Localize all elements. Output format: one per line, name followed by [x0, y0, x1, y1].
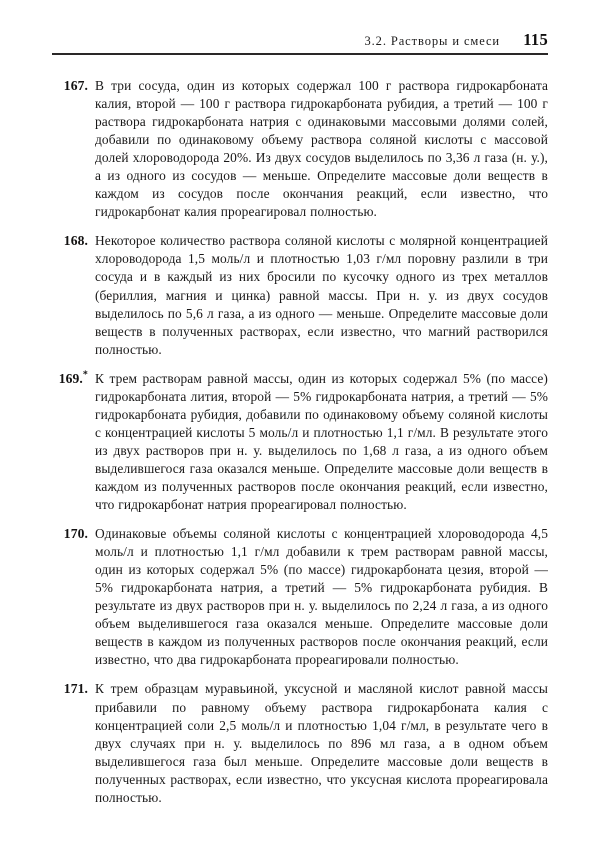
- problem-item: [52, 525, 548, 669]
- header-page-number: 115: [523, 30, 548, 49]
- header-section-title: 3.2. Растворы и смеси: [364, 34, 500, 48]
- problem-item: [52, 680, 548, 824]
- problem-number-label: 169.: [58, 370, 83, 386]
- problem-item: [52, 232, 548, 358]
- problem-number: [52, 370, 95, 388]
- problem-text: Некоторое количество раствора соляной кислоты с молярной концентрацией хлороводорода 1,5 моль/л и плотностью 1,03 г/мл поровну разлили в три сосуда и в каждый из них бросили по кусочку одного из трех металлов (бериллия, магния и цинка) равной массы. При н. у. из двух сосудов выделилось по 5,6 л газа, а из одного — меньше. Определите массовые доли веществ в полученных растворах, если известно, что магний растворился полностью.: [95, 233, 548, 357]
- problem-text: К трем образцам муравьиной, уксусной и масляной кислот равной массы прибавили по равному объему раствора гидрокарбоната калия с концентрацией соли 2,5 моль/л и плотностью 1,04 г/мл, в результате чего в двух случаях при н. у. выделилось по 896 мл газа, а в одном объем выделившегося газа был меньше. Определите массовые доли веществ в полученных растворах, если известно, что уксусная кислота прореагировала полностью.: [95, 681, 548, 805]
- problem-number-label: 167.: [63, 78, 88, 93]
- problem-number: [52, 77, 95, 95]
- problem-text: В три сосуда, один из которых содержал 100 г раствора гидрокарбоната калия, второй — 100 г раствора гидрокарбоната рубидия, а третий — 100 г раствора гидрокарбоната натрия с одинаковыми массовыми долями солей, добавили по одинаковому объему раствора соляной кислоты с массовой долей хлороводорода 20%. Из двух сосудов выделилось по 3,36 л газа (н. у.), а из одного из сосудов — меньше. Определите массовые доли веществ в каждом из сосудов после окончания реакций, если известно, что гидрокарбонат калия прореагировал полностью.: [95, 78, 548, 220]
- problem-number: [52, 232, 95, 250]
- starred-problem-marker-icon: *: [82, 369, 88, 381]
- problem-text: Одинаковые объемы соляной кислоты с концентрацией хлороводорода 4,5 моль/л и плотностью 1,1 г/мл добавили к трем растворам равной массы, один из которых содержал 5% (по массе) гидрокарбоната цезия, второй — 5% гидрокарбоната натрия, а третий — 5% гидрокарбоната рубидия. В результате из двух растворов при н. у. выделилось по 2,24 л газа, а из одного объем выделившегося газа оказался меньше. Определите массовые доли веществ в каждом из полученных растворов после окончания реакций, если известно, что два гидрокарбоната прореагировали полностью.: [95, 526, 548, 668]
- problem-item: [52, 370, 548, 514]
- problem-list: [52, 77, 548, 836]
- problem-number: [52, 680, 95, 698]
- problem-text: К трем растворам равной массы, один из которых содержал 5% (по массе) гидрокарбоната лития, второй — 5% гидрокарбоната натрия, а третий — 5% гидрокарбоната рубидия, добавили по одинаковому объему соляной кислоты с концентрацией кислоты 5 моль/л и плотностью 1,1 г/мл. В результате этого из двух растворов при н. у. выделилось по 1,68 л газа, а из одного объем выделившегося газа оказался меньше. Определите массовые доли веществ в каждом из полученных растворов после окончания реакций, если известно, что гидрокарбонат натрия прореагировал полностью.: [95, 370, 548, 513]
- problem-number-label: 168.: [63, 233, 88, 249]
- problem-number-label: 170.: [63, 526, 88, 542]
- problem-number-label: 171.: [63, 681, 88, 697]
- header-divider-rule: [52, 53, 548, 55]
- problem-item: [52, 77, 548, 221]
- problem-number: [52, 525, 95, 543]
- running-header: [52, 30, 548, 50]
